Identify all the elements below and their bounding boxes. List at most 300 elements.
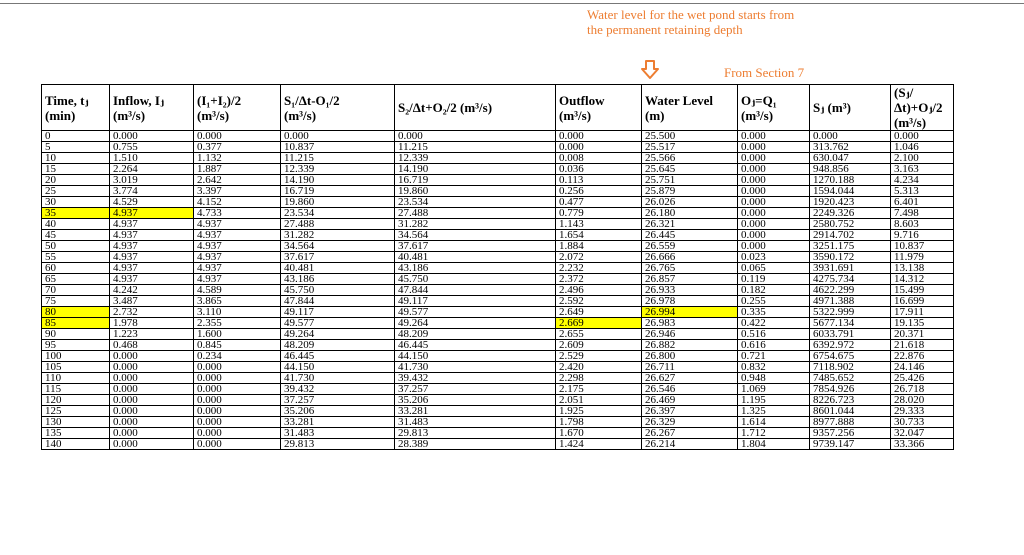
table-cell: 105 xyxy=(42,362,110,373)
header-row xyxy=(42,85,954,131)
table-cell: 16.719 xyxy=(395,175,556,186)
table-cell: 4.529 xyxy=(110,197,194,208)
table-cell: 27.488 xyxy=(281,219,395,230)
table-cell: 0.422 xyxy=(738,318,810,329)
table-cell: 3931.691 xyxy=(810,263,891,274)
column-header-line: Time, tⱼ xyxy=(45,92,89,108)
table-cell: 0.000 xyxy=(395,131,556,142)
table-cell: 6392.972 xyxy=(810,340,891,351)
table-row xyxy=(42,439,954,450)
column-header xyxy=(556,85,642,131)
table-cell: 4.937 xyxy=(110,219,194,230)
column-header-line: (m³/s) xyxy=(741,107,774,123)
table-cell: 13.138 xyxy=(891,263,954,274)
table-cell: 4275.734 xyxy=(810,274,891,285)
table-cell: 4.937 xyxy=(110,263,194,274)
table-cell: 14.312 xyxy=(891,274,954,285)
table-cell: 0.000 xyxy=(110,131,194,142)
table-cell: 4.937 xyxy=(194,219,281,230)
column-header-line: Water Level xyxy=(645,92,713,108)
table-cell: 11.979 xyxy=(891,252,954,263)
column-header xyxy=(395,85,556,131)
table-cell: 0.000 xyxy=(194,131,281,142)
table-cell: 26.321 xyxy=(642,219,738,230)
table-cell: 49.117 xyxy=(281,307,395,318)
table-cell: 0 xyxy=(42,131,110,142)
table-cell: 4.937 xyxy=(194,274,281,285)
table-cell: 6033.791 xyxy=(810,329,891,340)
table-cell: 4.937 xyxy=(194,230,281,241)
table-cell: 2.496 xyxy=(556,285,642,296)
table-cell: 1.195 xyxy=(738,395,810,406)
table-cell: 37.257 xyxy=(281,395,395,406)
table-cell: 28.389 xyxy=(395,439,556,450)
table-cell: 130 xyxy=(42,417,110,428)
table-row xyxy=(42,395,954,406)
table-cell: 31.483 xyxy=(395,417,556,428)
table-cell: 1.887 xyxy=(194,164,281,175)
table-cell: 4.937 xyxy=(194,252,281,263)
table-cell: 43.186 xyxy=(395,263,556,274)
table-cell: 3.163 xyxy=(891,164,954,175)
table-cell: 26.978 xyxy=(642,296,738,307)
table-cell: 37.617 xyxy=(395,241,556,252)
table-cell: 6754.675 xyxy=(810,351,891,362)
table-cell: 0.000 xyxy=(738,230,810,241)
table-cell: 25.426 xyxy=(891,373,954,384)
table-cell: 25.517 xyxy=(642,142,738,153)
table-cell: 2.175 xyxy=(556,384,642,395)
column-header-line: (m³/s) xyxy=(284,107,317,123)
table-cell: 2.655 xyxy=(556,329,642,340)
table-cell: 0.000 xyxy=(738,164,810,175)
table-cell: 3.110 xyxy=(194,307,281,318)
table-cell: 37.617 xyxy=(281,252,395,263)
table-cell: 1.670 xyxy=(556,428,642,439)
table-row xyxy=(42,208,954,219)
column-header-line: (I₁+I₂)/2 xyxy=(197,92,242,108)
table-cell: 2.355 xyxy=(194,318,281,329)
table-cell: 2.051 xyxy=(556,395,642,406)
table-cell: 2.298 xyxy=(556,373,642,384)
table-cell: 3.774 xyxy=(110,186,194,197)
table-cell: 4.937 xyxy=(110,208,194,219)
table-cell: 0.000 xyxy=(810,131,891,142)
table-cell: 0.000 xyxy=(738,208,810,219)
table-cell: 44.150 xyxy=(281,362,395,373)
table-cell: 26.933 xyxy=(642,285,738,296)
table-cell: 0.000 xyxy=(738,175,810,186)
table-cell: 1270.188 xyxy=(810,175,891,186)
table-cell: 15 xyxy=(42,164,110,175)
table-cell: 29.813 xyxy=(395,428,556,439)
table-cell: 10.837 xyxy=(281,142,395,153)
table-cell: 90 xyxy=(42,329,110,340)
top-rule xyxy=(0,3,1024,4)
table-cell: 0.000 xyxy=(556,131,642,142)
table-cell: 19.135 xyxy=(891,318,954,329)
table-cell: 100 xyxy=(42,351,110,362)
table-cell: 0.000 xyxy=(556,142,642,153)
table-cell: 0.948 xyxy=(738,373,810,384)
table-cell: 2580.752 xyxy=(810,219,891,230)
table-cell: 2.372 xyxy=(556,274,642,285)
table-cell: 4.589 xyxy=(194,285,281,296)
table-cell: 37.257 xyxy=(395,384,556,395)
table-row xyxy=(42,175,954,186)
table-cell: 1.069 xyxy=(738,384,810,395)
table-cell: 19.860 xyxy=(281,197,395,208)
column-header-line: (Sⱼ/Δt)+Oⱼ/2 xyxy=(894,85,943,115)
down-arrow-icon xyxy=(640,60,660,80)
table-row xyxy=(42,219,954,230)
table-cell: 0.256 xyxy=(556,186,642,197)
table-cell: 26.627 xyxy=(642,373,738,384)
table-cell: 25 xyxy=(42,186,110,197)
table-cell: 45.750 xyxy=(281,285,395,296)
table-cell: 313.762 xyxy=(810,142,891,153)
column-header-line: S₁/Δt-O₁/2 xyxy=(284,92,340,108)
table-row xyxy=(42,406,954,417)
table-cell: 0.000 xyxy=(738,153,810,164)
table-cell: 0.000 xyxy=(194,373,281,384)
table-cell: 0.335 xyxy=(738,307,810,318)
table-row xyxy=(42,274,954,285)
table-cell: 0.516 xyxy=(738,329,810,340)
table-cell: 29.813 xyxy=(281,439,395,450)
table-cell: 3.019 xyxy=(110,175,194,186)
column-header-line: Outflow xyxy=(559,92,605,108)
table-cell: 26.857 xyxy=(642,274,738,285)
table-cell: 0.000 xyxy=(194,417,281,428)
table-cell: 2914.702 xyxy=(810,230,891,241)
table-cell: 24.146 xyxy=(891,362,954,373)
table-cell: 45.750 xyxy=(395,274,556,285)
table-cell: 5 xyxy=(42,142,110,153)
table-cell: 4971.388 xyxy=(810,296,891,307)
table-cell: 0.000 xyxy=(110,373,194,384)
table-cell: 10.837 xyxy=(891,241,954,252)
table-cell: 5677.134 xyxy=(810,318,891,329)
table-cell: 0.000 xyxy=(194,395,281,406)
table-cell: 4.937 xyxy=(194,263,281,274)
table-cell: 1.143 xyxy=(556,219,642,230)
table-cell: 1.978 xyxy=(110,318,194,329)
table-cell: 41.730 xyxy=(395,362,556,373)
table-cell: 0.008 xyxy=(556,153,642,164)
table-cell: 3251.175 xyxy=(810,241,891,252)
table-cell: 75 xyxy=(42,296,110,307)
table-cell: 1.600 xyxy=(194,329,281,340)
table-cell: 2.592 xyxy=(556,296,642,307)
table-cell: 9357.256 xyxy=(810,428,891,439)
column-header xyxy=(810,85,891,131)
table-cell: 0.779 xyxy=(556,208,642,219)
table-cell: 2.100 xyxy=(891,153,954,164)
table-cell: 630.047 xyxy=(810,153,891,164)
table-cell: 1.325 xyxy=(738,406,810,417)
column-header xyxy=(738,85,810,131)
table-cell: 1.046 xyxy=(891,142,954,153)
table-cell: 35 xyxy=(42,208,110,219)
table-cell: 0.721 xyxy=(738,351,810,362)
table-cell: 26.765 xyxy=(642,263,738,274)
table-cell: 7.498 xyxy=(891,208,954,219)
column-header xyxy=(42,85,110,131)
table-cell: 12.339 xyxy=(395,153,556,164)
table-cell: 2.642 xyxy=(194,175,281,186)
table-cell: 2.232 xyxy=(556,263,642,274)
table-cell: 0.023 xyxy=(738,252,810,263)
table-cell: 35.206 xyxy=(395,395,556,406)
table-cell: 0.000 xyxy=(891,131,954,142)
table-cell: 65 xyxy=(42,274,110,285)
table-cell: 4.733 xyxy=(194,208,281,219)
table-cell: 26.445 xyxy=(642,230,738,241)
table-cell: 0.000 xyxy=(738,197,810,208)
table-row xyxy=(42,417,954,428)
table-cell: 125 xyxy=(42,406,110,417)
table-cell: 0.000 xyxy=(194,406,281,417)
table-row xyxy=(42,230,954,241)
table-cell: 4.937 xyxy=(110,274,194,285)
table-cell: 40.481 xyxy=(395,252,556,263)
table-cell: 95 xyxy=(42,340,110,351)
table-cell: 0.616 xyxy=(738,340,810,351)
table-row xyxy=(42,252,954,263)
table-cell: 45 xyxy=(42,230,110,241)
table-row xyxy=(42,263,954,274)
table-cell: 80 xyxy=(42,307,110,318)
table-cell: 47.844 xyxy=(281,296,395,307)
column-header-line: Sⱼ (m³) xyxy=(813,100,851,115)
table-cell: 48.209 xyxy=(395,329,556,340)
table-cell: 1.884 xyxy=(556,241,642,252)
table-cell: 60 xyxy=(42,263,110,274)
table-cell: 0.468 xyxy=(110,340,194,351)
table-cell: 0.000 xyxy=(194,439,281,450)
table-cell: 1.798 xyxy=(556,417,642,428)
table-cell: 26.983 xyxy=(642,318,738,329)
table-cell: 47.844 xyxy=(395,285,556,296)
table-cell: 0.755 xyxy=(110,142,194,153)
table-cell: 33.366 xyxy=(891,439,954,450)
table-cell: 0.065 xyxy=(738,263,810,274)
table-row xyxy=(42,164,954,175)
table-cell: 4.937 xyxy=(110,241,194,252)
table-cell: 26.994 xyxy=(642,307,738,318)
table-cell: 26.718 xyxy=(891,384,954,395)
table-row xyxy=(42,340,954,351)
table-row xyxy=(42,296,954,307)
table-cell: 0.000 xyxy=(194,384,281,395)
table-cell: 0.000 xyxy=(281,131,395,142)
table-cell: 46.445 xyxy=(281,351,395,362)
table-cell: 0.000 xyxy=(110,395,194,406)
table-cell: 39.432 xyxy=(395,373,556,384)
table-row xyxy=(42,241,954,252)
table-cell: 25.500 xyxy=(642,131,738,142)
table-cell: 0.377 xyxy=(194,142,281,153)
table-row xyxy=(42,351,954,362)
table-cell: 0.255 xyxy=(738,296,810,307)
table-cell: 4.234 xyxy=(891,175,954,186)
table-cell: 1.712 xyxy=(738,428,810,439)
table-cell: 29.333 xyxy=(891,406,954,417)
table-cell: 49.117 xyxy=(395,296,556,307)
table-cell: 0.182 xyxy=(738,285,810,296)
table-cell: 0.000 xyxy=(110,428,194,439)
routing-table xyxy=(41,84,954,450)
table-cell: 19.860 xyxy=(395,186,556,197)
table-cell: 4.937 xyxy=(110,252,194,263)
table-cell: 0.000 xyxy=(110,362,194,373)
table-cell: 0.000 xyxy=(738,186,810,197)
table-cell: 120 xyxy=(42,395,110,406)
table-cell: 4.242 xyxy=(110,285,194,296)
table-cell: 26.546 xyxy=(642,384,738,395)
table-row xyxy=(42,153,954,164)
table-cell: 20.371 xyxy=(891,329,954,340)
table-cell: 3.487 xyxy=(110,296,194,307)
table-cell: 7118.902 xyxy=(810,362,891,373)
table-cell: 55 xyxy=(42,252,110,263)
table-cell: 2.732 xyxy=(110,307,194,318)
table-cell: 23.534 xyxy=(395,197,556,208)
table-cell: 70 xyxy=(42,285,110,296)
table-cell: 39.432 xyxy=(281,384,395,395)
table-cell: 31.282 xyxy=(395,219,556,230)
table-cell: 34.564 xyxy=(281,241,395,252)
table-row xyxy=(42,373,954,384)
table-cell: 2.669 xyxy=(556,318,642,329)
section-annotation: From Section 7 xyxy=(724,65,805,80)
table-cell: 49.264 xyxy=(281,329,395,340)
column-header-line: (m³/s) xyxy=(197,107,230,123)
column-header xyxy=(642,85,738,131)
table-cell: 0.000 xyxy=(110,417,194,428)
table-cell: 16.719 xyxy=(281,186,395,197)
table-cell: 0.832 xyxy=(738,362,810,373)
table-cell: 4.937 xyxy=(194,241,281,252)
table-cell: 0.000 xyxy=(110,406,194,417)
table-cell: 33.281 xyxy=(281,417,395,428)
table-row xyxy=(42,428,954,439)
table-cell: 0.000 xyxy=(110,439,194,450)
table-cell: 26.026 xyxy=(642,197,738,208)
table-cell: 2.649 xyxy=(556,307,642,318)
table-cell: 40.481 xyxy=(281,263,395,274)
table-cell: 1.424 xyxy=(556,439,642,450)
table-cell: 4622.299 xyxy=(810,285,891,296)
table-cell: 0.477 xyxy=(556,197,642,208)
table-row xyxy=(42,329,954,340)
table-cell: 7485.652 xyxy=(810,373,891,384)
table-cell: 16.699 xyxy=(891,296,954,307)
column-header xyxy=(110,85,194,131)
table-cell: 0.000 xyxy=(110,384,194,395)
table-cell: 33.281 xyxy=(395,406,556,417)
column-header xyxy=(194,85,281,131)
table-cell: 5.313 xyxy=(891,186,954,197)
table-cell: 9739.147 xyxy=(810,439,891,450)
table-cell: 2.609 xyxy=(556,340,642,351)
table-cell: 25.566 xyxy=(642,153,738,164)
table-cell: 3.397 xyxy=(194,186,281,197)
table-cell: 25.645 xyxy=(642,164,738,175)
column-header-line: (m³/s) xyxy=(113,107,146,123)
table-cell: 26.180 xyxy=(642,208,738,219)
table-cell: 11.215 xyxy=(395,142,556,153)
table-cell: 26.267 xyxy=(642,428,738,439)
column-header-line: (m) xyxy=(645,107,665,123)
table-cell: 0.113 xyxy=(556,175,642,186)
table-cell: 26.666 xyxy=(642,252,738,263)
table-cell: 0.234 xyxy=(194,351,281,362)
table-cell: 9.716 xyxy=(891,230,954,241)
table-cell: 0.845 xyxy=(194,340,281,351)
table-cell: 49.577 xyxy=(281,318,395,329)
table-cell: 26.800 xyxy=(642,351,738,362)
table-cell: 2.529 xyxy=(556,351,642,362)
table-cell: 1594.044 xyxy=(810,186,891,197)
table-cell: 8601.044 xyxy=(810,406,891,417)
table-cell: 0.000 xyxy=(738,142,810,153)
table-cell: 49.264 xyxy=(395,318,556,329)
table-cell: 14.190 xyxy=(281,175,395,186)
column-header-line: Oⱼ=Q₁ xyxy=(741,92,777,108)
table-row xyxy=(42,186,954,197)
table-cell: 4.937 xyxy=(110,230,194,241)
table-cell: 5322.999 xyxy=(810,307,891,318)
table-row xyxy=(42,307,954,318)
table-cell: 25.751 xyxy=(642,175,738,186)
table-cell: 31.483 xyxy=(281,428,395,439)
table-cell: 22.876 xyxy=(891,351,954,362)
table-cell: 20 xyxy=(42,175,110,186)
table-cell: 0.000 xyxy=(110,351,194,362)
table-body xyxy=(42,131,954,450)
table-cell: 26.214 xyxy=(642,439,738,450)
table-cell: 10 xyxy=(42,153,110,164)
column-header-line: (m³/s) xyxy=(894,115,927,130)
column-header xyxy=(891,85,954,131)
table-cell: 0.000 xyxy=(194,428,281,439)
column-header xyxy=(281,85,395,131)
table-cell: 140 xyxy=(42,439,110,450)
table-cell: 27.488 xyxy=(395,208,556,219)
table-cell: 85 xyxy=(42,318,110,329)
table-cell: 25.879 xyxy=(642,186,738,197)
table-cell: 11.215 xyxy=(281,153,395,164)
table-row xyxy=(42,285,954,296)
table-row xyxy=(42,131,954,142)
table-cell: 0.036 xyxy=(556,164,642,175)
table-cell: 135 xyxy=(42,428,110,439)
table-row xyxy=(42,384,954,395)
table-cell: 28.020 xyxy=(891,395,954,406)
table-row xyxy=(42,362,954,373)
table-cell: 6.401 xyxy=(891,197,954,208)
table-cell: 8977.888 xyxy=(810,417,891,428)
column-header-line: (min) xyxy=(45,107,76,123)
table-cell: 12.339 xyxy=(281,164,395,175)
table-cell: 17.911 xyxy=(891,307,954,318)
table-cell: 50 xyxy=(42,241,110,252)
column-header-line: S₂/Δt+O₂/2 (m³/s) xyxy=(398,100,493,115)
table-row xyxy=(42,142,954,153)
table-cell: 14.190 xyxy=(395,164,556,175)
